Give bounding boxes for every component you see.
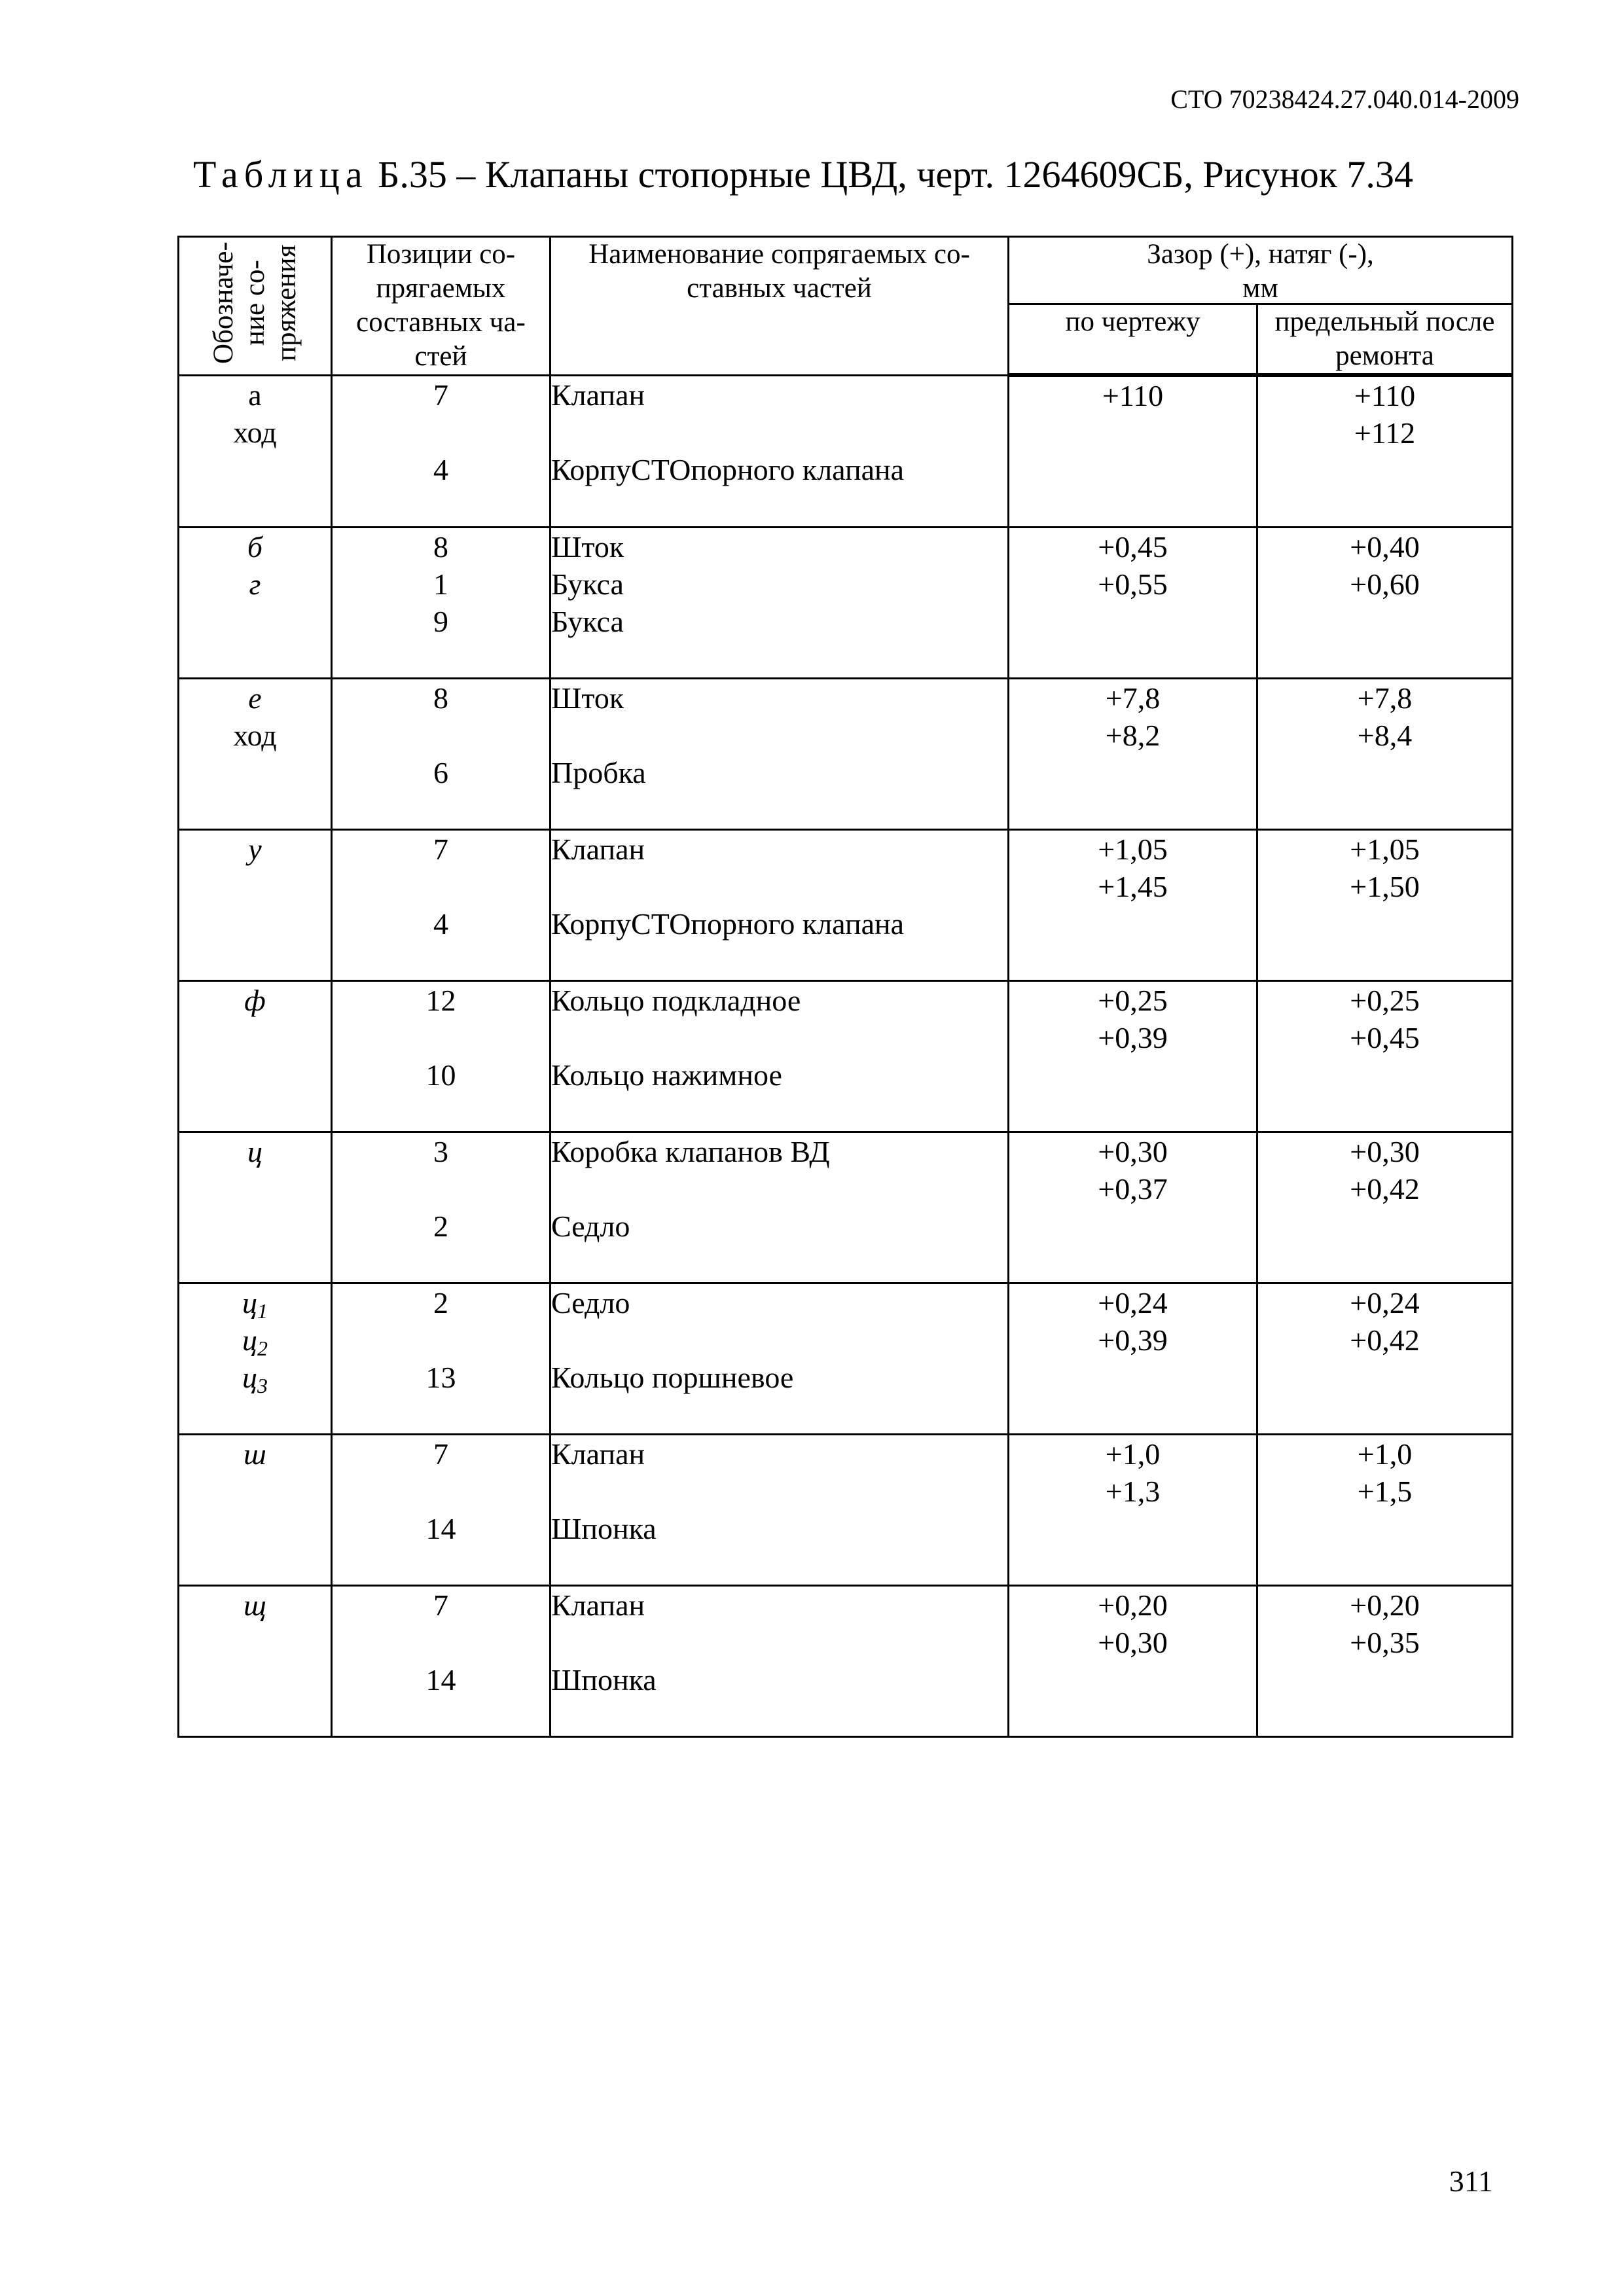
row-positions [332, 1586, 550, 1737]
part-name: Шток [551, 530, 624, 564]
row-limit [1257, 528, 1513, 679]
row-positions [332, 1283, 550, 1435]
table-row [179, 830, 1513, 981]
position-value [333, 868, 549, 905]
mating-parts-table [177, 236, 1513, 1738]
designation-line: щ [244, 1588, 266, 1622]
row-limit [1257, 375, 1513, 528]
row-by-drawing [1009, 528, 1257, 679]
position-value [333, 1624, 549, 1661]
limit-value: +110 [1354, 379, 1416, 412]
part-name: Клапан [551, 1588, 645, 1622]
table-row [179, 1586, 1513, 1737]
part-name: Букса [551, 567, 624, 601]
row-designation [179, 1283, 332, 1435]
row-positions [332, 679, 550, 830]
part-name [551, 1473, 1007, 1510]
position-value: 4 [433, 907, 448, 941]
position-value: 1 [433, 567, 448, 601]
position-value: 14 [425, 1512, 456, 1545]
designation-line: г [249, 567, 261, 601]
column-header-designation [179, 237, 332, 376]
row-names [550, 375, 1009, 528]
gap-value: +0,39 [1098, 1323, 1168, 1357]
limit-value: +1,50 [1350, 870, 1420, 903]
designation-line [179, 1284, 331, 1321]
designation-line: ход [233, 719, 277, 752]
document-code: СТО 70238424.27.040.014-2009 [1170, 84, 1519, 114]
position-value [333, 1321, 549, 1359]
row-limit [1257, 830, 1513, 981]
row-positions [332, 375, 550, 528]
position-value: 7 [433, 378, 448, 412]
table-caption-text: Б.35 – Клапаны стопорные ЦВД, черт. 1264609СБ, Рисунок 7.34 [378, 153, 1413, 196]
column-header-limit-after-repair: предельный после ремонта [1257, 304, 1513, 376]
table-row [179, 1283, 1513, 1435]
position-value: 2 [433, 1210, 448, 1243]
limit-value: +8,4 [1357, 719, 1413, 752]
gap-value: +1,05 [1098, 833, 1168, 866]
table-caption-label: Таблица [193, 153, 369, 196]
column-header-gap-unit: мм [1242, 273, 1278, 304]
part-name: Клапан [551, 833, 645, 866]
limit-value: +112 [1354, 416, 1416, 450]
table-row [179, 1435, 1513, 1586]
gap-value: +1,3 [1105, 1475, 1161, 1508]
position-value: 6 [433, 756, 448, 789]
part-name [551, 1170, 1007, 1208]
gap-value: +0,30 [1098, 1135, 1168, 1168]
row-names [550, 528, 1009, 679]
row-designation [179, 1435, 332, 1586]
position-value: 8 [433, 681, 448, 715]
position-value: 9 [433, 605, 448, 638]
gap-value: +110 [1102, 379, 1164, 412]
gap-value: +0,25 [1098, 984, 1168, 1017]
row-limit [1257, 1435, 1513, 1586]
page-number: 311 [1449, 2164, 1493, 2198]
part-name: Седло [551, 1286, 630, 1319]
position-value: 7 [433, 1437, 448, 1471]
part-name: КорпуСТОпорного клапана [551, 907, 905, 941]
table-row [179, 1132, 1513, 1283]
limit-value: +7,8 [1357, 681, 1413, 715]
table-row [179, 981, 1513, 1132]
position-value: 4 [433, 452, 448, 486]
designation-line: ход [233, 415, 277, 449]
row-names [550, 981, 1009, 1132]
limit-value: +1,0 [1357, 1437, 1413, 1471]
gap-value: +0,24 [1098, 1286, 1168, 1319]
part-name: Букса [551, 605, 624, 638]
row-by-drawing [1009, 830, 1257, 981]
position-value: 7 [433, 833, 448, 866]
limit-value: +0,40 [1350, 530, 1420, 564]
row-names [550, 1283, 1009, 1435]
row-limit [1257, 679, 1513, 830]
part-name [551, 717, 1007, 754]
gap-value: +0,30 [1098, 1626, 1168, 1659]
row-designation [179, 1132, 332, 1283]
gap-value: +1,45 [1098, 870, 1168, 903]
row-designation [179, 981, 332, 1132]
position-value: 7 [433, 1588, 448, 1622]
position-value: 13 [425, 1361, 456, 1394]
gap-value: +0,55 [1098, 567, 1168, 601]
row-names [550, 679, 1009, 830]
limit-value: +0,30 [1350, 1135, 1420, 1168]
limit-value: +0,25 [1350, 984, 1420, 1017]
part-name: Кольцо подкладное [551, 984, 801, 1017]
row-positions [332, 1435, 550, 1586]
position-value [333, 717, 549, 754]
column-header-by-drawing: по чертежу [1009, 304, 1257, 376]
designation-line [179, 1321, 331, 1359]
limit-value: +0,45 [1350, 1021, 1420, 1054]
part-name: Пробка [551, 756, 646, 789]
part-name: Коробка клапанов ВД [551, 1135, 830, 1168]
column-header-name: Наименование сопрягаемых со-ставных частей [550, 237, 1009, 376]
designation-line [179, 1359, 331, 1396]
position-value: 2 [433, 1286, 448, 1319]
row-designation [179, 528, 332, 679]
position-value [333, 1019, 549, 1056]
position-value: 8 [433, 530, 448, 564]
designation-subscript: 2 [257, 1336, 268, 1360]
position-value: 12 [425, 984, 456, 1017]
part-name: Кольцо поршневое [551, 1361, 794, 1394]
limit-value: +0,20 [1350, 1588, 1420, 1622]
part-name [551, 414, 1007, 451]
row-by-drawing [1009, 1435, 1257, 1586]
position-value: 3 [433, 1135, 448, 1168]
gap-value: +0,20 [1098, 1588, 1168, 1622]
row-by-drawing [1009, 1283, 1257, 1435]
table-row [179, 679, 1513, 830]
row-names [550, 1586, 1009, 1737]
gap-value: +8,2 [1105, 719, 1161, 752]
row-positions [332, 830, 550, 981]
part-name: Кольцо нажимное [551, 1058, 782, 1092]
row-limit [1257, 1132, 1513, 1283]
limit-value: +0,24 [1350, 1286, 1420, 1319]
designation-base: ц [242, 1286, 257, 1319]
designation-subscript: 1 [257, 1299, 268, 1323]
limit-value: +1,5 [1357, 1475, 1413, 1508]
row-limit [1257, 1586, 1513, 1737]
designation-line: б [247, 530, 263, 564]
row-by-drawing [1009, 679, 1257, 830]
position-value: 10 [425, 1058, 456, 1092]
row-designation [179, 830, 332, 981]
gap-value: +0,37 [1098, 1172, 1168, 1206]
limit-value: +0,42 [1350, 1172, 1420, 1206]
row-designation [179, 1586, 332, 1737]
position-value: 14 [425, 1663, 456, 1696]
part-name: Шпонка [551, 1512, 657, 1545]
limit-value: +0,35 [1350, 1626, 1420, 1659]
row-limit [1257, 1283, 1513, 1435]
gap-value: +1,0 [1105, 1437, 1161, 1471]
designation-line: у [248, 833, 262, 866]
row-names [550, 830, 1009, 981]
column-header-gap [1009, 237, 1513, 304]
part-name: Клапан [551, 1437, 645, 1471]
position-value [333, 1170, 549, 1208]
row-designation [179, 679, 332, 830]
limit-value: +1,05 [1350, 833, 1420, 866]
row-by-drawing [1009, 1132, 1257, 1283]
row-names [550, 1435, 1009, 1586]
row-by-drawing [1009, 375, 1257, 528]
designation-base: ц [242, 1361, 257, 1394]
part-name [551, 868, 1007, 905]
designation-line: ф [244, 984, 266, 1017]
column-header-gap-label: Зазор (+), натяг (-), [1147, 239, 1374, 270]
row-names [550, 1132, 1009, 1283]
part-name [551, 1019, 1007, 1056]
designation-base: ц [242, 1323, 257, 1357]
part-name: Шпонка [551, 1663, 657, 1696]
gap-value: +7,8 [1105, 681, 1161, 715]
position-value [333, 1473, 549, 1510]
limit-value: +0,60 [1350, 567, 1420, 601]
table-caption [193, 152, 1413, 198]
row-by-drawing [1009, 1586, 1257, 1737]
limit-value: +0,42 [1350, 1323, 1420, 1357]
designation-line: ш [244, 1437, 266, 1471]
row-designation [179, 375, 332, 528]
part-name [551, 1321, 1007, 1359]
designation-subscript: 3 [257, 1374, 268, 1397]
part-name [551, 1624, 1007, 1661]
table-row [179, 375, 1513, 528]
row-by-drawing [1009, 981, 1257, 1132]
part-name: КорпуСТОпорного клапана [551, 452, 905, 486]
row-positions [332, 1132, 550, 1283]
column-header-designation-label: Обозначе-ние со-пряжения [208, 242, 302, 365]
gap-value: +0,39 [1098, 1021, 1168, 1054]
position-value [333, 414, 549, 451]
designation-line: е [248, 681, 262, 715]
gap-value: +0,45 [1098, 530, 1168, 564]
designation-line: ц [247, 1135, 262, 1168]
row-limit [1257, 981, 1513, 1132]
part-name: Седло [551, 1210, 630, 1243]
row-positions [332, 981, 550, 1132]
table-row [179, 528, 1513, 679]
designation-line: а [248, 378, 262, 412]
row-positions [332, 528, 550, 679]
column-header-positions: Позиции со-прягаемых составных ча-стей [332, 237, 550, 376]
part-name: Клапан [551, 378, 645, 412]
part-name: Шток [551, 681, 624, 715]
